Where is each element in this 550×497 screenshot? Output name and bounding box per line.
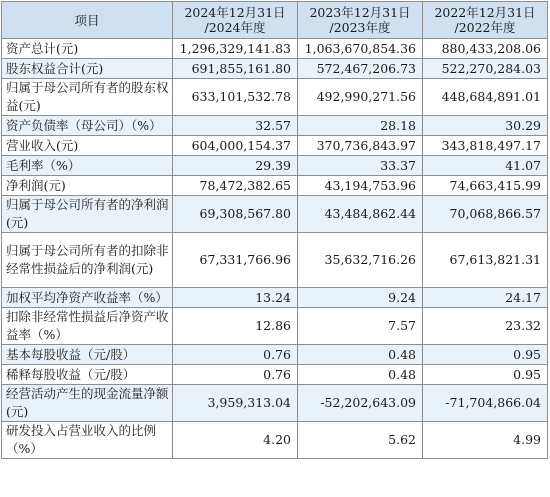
cell-2022: 522,270,284.03: [423, 59, 548, 79]
header-2023-date: 2023年12月31日: [309, 5, 411, 20]
cell-2024: 69,308,567.80: [173, 196, 298, 233]
cell-2022: 41.07: [423, 156, 548, 176]
table-row: [2, 385, 548, 422]
row-label: 营业收入(元): [2, 136, 173, 156]
table-row: [2, 59, 548, 79]
cell-2024: 67,331,766.96: [173, 233, 298, 288]
header-2024-period: /2024年度: [204, 20, 266, 35]
cell-2023: 35,632,716.26: [298, 233, 423, 288]
cell-2022: 0.95: [423, 365, 548, 385]
cell-2022: 343,818,497.17: [423, 136, 548, 156]
cell-2024: 604,000,154.37: [173, 136, 298, 156]
row-label: 资产负债率（母公司）（%）: [2, 116, 173, 136]
row-label: 研发投入占营业收入的比例（%）: [2, 422, 173, 459]
header-2024: [173, 2, 298, 39]
cell-2022: 74,663,415.99: [423, 176, 548, 196]
cell-2023: 0.48: [298, 345, 423, 365]
table-header-row: [2, 2, 548, 39]
cell-2022: 67,613,821.31: [423, 233, 548, 288]
header-item: 项目: [2, 2, 173, 39]
header-2022-date: 2022年12月31日: [434, 5, 536, 20]
cell-2023: 7.57: [298, 308, 423, 345]
cell-2024: 29.39: [173, 156, 298, 176]
cell-2023: 370,736,843.97: [298, 136, 423, 156]
cell-2023: 28.18: [298, 116, 423, 136]
cell-2024: 12.86: [173, 308, 298, 345]
row-label: 加权平均净资产收益率（%）: [2, 288, 173, 308]
row-label: 资产总计(元): [2, 39, 173, 59]
row-label: 扣除非经常性损益后净资产收益率（%）: [2, 308, 173, 345]
table-row: [2, 136, 548, 156]
table-row: [2, 422, 548, 459]
table-row: [2, 116, 548, 136]
cell-2023: 43,484,862.44: [298, 196, 423, 233]
cell-2022: 0.95: [423, 345, 548, 365]
header-2022-period: /2022年度: [454, 20, 516, 35]
header-2024-date: 2024年12月31日: [184, 5, 286, 20]
cell-2024: 0.76: [173, 365, 298, 385]
cell-2023: 5.62: [298, 422, 423, 459]
cell-2022: 24.17: [423, 288, 548, 308]
row-label: 经营活动产生的现金流量净额(元): [2, 385, 173, 422]
cell-2024: 633,101,532.78: [173, 79, 298, 116]
table-row: [2, 345, 548, 365]
cell-2023: 33.37: [298, 156, 423, 176]
cell-2023: -52,202,643.09: [298, 385, 423, 422]
cell-2023: 1,063,670,854.36: [298, 39, 423, 59]
cell-2023: 43,194,753.96: [298, 176, 423, 196]
row-label: 稀释每股收益（元/股）: [2, 365, 173, 385]
header-2023-period: /2023年度: [329, 20, 391, 35]
cell-2022: 70,068,866.57: [423, 196, 548, 233]
cell-2024: 78,472,382.65: [173, 176, 298, 196]
row-label: 归属于母公司所有者的扣除非经常性损益后的净利润(元): [2, 233, 173, 288]
table-row: [2, 39, 548, 59]
cell-2022: 448,684,891.01: [423, 79, 548, 116]
table-row: [2, 156, 548, 176]
cell-2022: 4.99: [423, 422, 548, 459]
cell-2022: -71,704,866.04: [423, 385, 548, 422]
table-row: [2, 176, 548, 196]
cell-2022: 23.32: [423, 308, 548, 345]
cell-2023: 9.24: [298, 288, 423, 308]
cell-2022: 880,433,208.06: [423, 39, 548, 59]
cell-2024: 32.57: [173, 116, 298, 136]
table-row: [2, 196, 548, 233]
table-row: [2, 308, 548, 345]
cell-2024: 4.20: [173, 422, 298, 459]
cell-2023: 572,467,206.73: [298, 59, 423, 79]
row-label: 毛利率（%）: [2, 156, 173, 176]
table-row: [2, 288, 548, 308]
cell-2024: 3,959,313.04: [173, 385, 298, 422]
table-row: [2, 233, 548, 288]
cell-2024: 1,296,329,141.83: [173, 39, 298, 59]
row-label: 净利润(元): [2, 176, 173, 196]
header-2023: [298, 2, 423, 39]
row-label: 归属于母公司所有者的净利润(元): [2, 196, 173, 233]
cell-2024: 0.76: [173, 345, 298, 365]
cell-2024: 691,855,161.80: [173, 59, 298, 79]
table-row: [2, 365, 548, 385]
cell-2022: 30.29: [423, 116, 548, 136]
row-label: 股东权益合计(元): [2, 59, 173, 79]
row-label: 基本每股收益（元/股）: [2, 345, 173, 365]
cell-2023: 492,990,271.56: [298, 79, 423, 116]
cell-2023: 0.48: [298, 365, 423, 385]
cell-2024: 13.24: [173, 288, 298, 308]
row-label: 归属于母公司所有者的股东权益(元): [2, 79, 173, 116]
table-row: [2, 79, 548, 116]
header-2022: [423, 2, 548, 39]
financial-data-table: [1, 1, 548, 459]
